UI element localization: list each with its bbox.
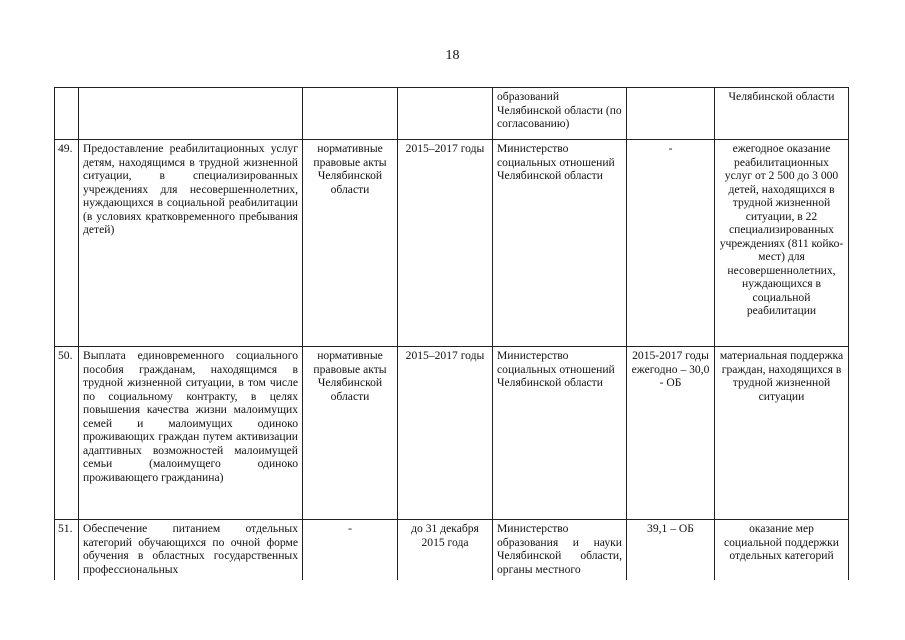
- period-cell: 2015–2017 годы: [398, 140, 493, 347]
- executors-cell: Министерство социальных отношений Челябинской области: [493, 347, 627, 520]
- executors-cell: образований Челябинской области (по согласованию): [493, 88, 627, 140]
- row-number: 50.: [55, 347, 79, 520]
- legal-basis-cell: [303, 88, 398, 140]
- legal-basis-cell: нормативные правовые акты Челябинской области: [303, 347, 398, 520]
- result-cell: Челябинской области: [715, 88, 849, 140]
- executors-cell: Министерство социальных отношений Челябинской области: [493, 140, 627, 347]
- measure-cell: Предоставление реабилитационных услуг детям, находящимся в трудной жизненной ситуации, в специализированных учреждениях для несовершеннолетних, нуждающихся в социальной реабилитации (в условиях кратковременного пребывания детей): [79, 140, 303, 347]
- measures-table: [54, 87, 849, 580]
- measure-cell: [79, 88, 303, 140]
- legal-basis-cell: нормативные правовые акты Челябинской области: [303, 140, 398, 347]
- funding-cell: 39,1 – ОБ: [627, 520, 715, 580]
- legal-basis-cell: -: [303, 520, 398, 580]
- table-row: [55, 347, 849, 520]
- result-cell: ежегодное оказание реабилитационных услуг от 2 500 до 3 000 детей, находящихся в трудной жизненной ситуации, в 22 специализированных учреждениях (811 койко-мест) для несовершеннолетних, нуждающихся в социальной реабилитации: [715, 140, 849, 347]
- period-cell: 2015–2017 годы: [398, 347, 493, 520]
- executors-cell: Министерство образования и науки Челябинской области, органы местного: [493, 520, 627, 580]
- table-row: [55, 88, 849, 140]
- funding-cell: 2015-2017 годы ежегодно – 30,0 - ОБ: [627, 347, 715, 520]
- row-number: 51.: [55, 520, 79, 580]
- page-number: 18: [445, 48, 460, 63]
- funding-cell: -: [627, 140, 715, 347]
- result-cell: оказание мер социальной поддержки отдельных категорий: [715, 520, 849, 580]
- measure-cell: Выплата единовременного социального пособия гражданам, находящимся в трудной жизненной ситуации, в том числе по социальному контракту, в целях повышения качества жизни малоимущих семей и малоимущих одиноко проживающих граждан путем активизации адаптивных возможностей малоимущей семьи (малоимущего одиноко проживающего гражданина): [79, 347, 303, 520]
- table-row: [55, 140, 849, 347]
- result-cell: материальная поддержка граждан, находящихся в трудной жизненной ситуации: [715, 347, 849, 520]
- table-row: [55, 520, 849, 580]
- row-number: 49.: [55, 140, 79, 347]
- period-cell: [398, 88, 493, 140]
- funding-cell: [627, 88, 715, 140]
- measure-cell: Обеспечение питанием отдельных категорий обучающихся по очной форме обучения в областных государственных профессиональных: [79, 520, 303, 580]
- row-number: [55, 88, 79, 140]
- period-cell: до 31 декабря 2015 года: [398, 520, 493, 580]
